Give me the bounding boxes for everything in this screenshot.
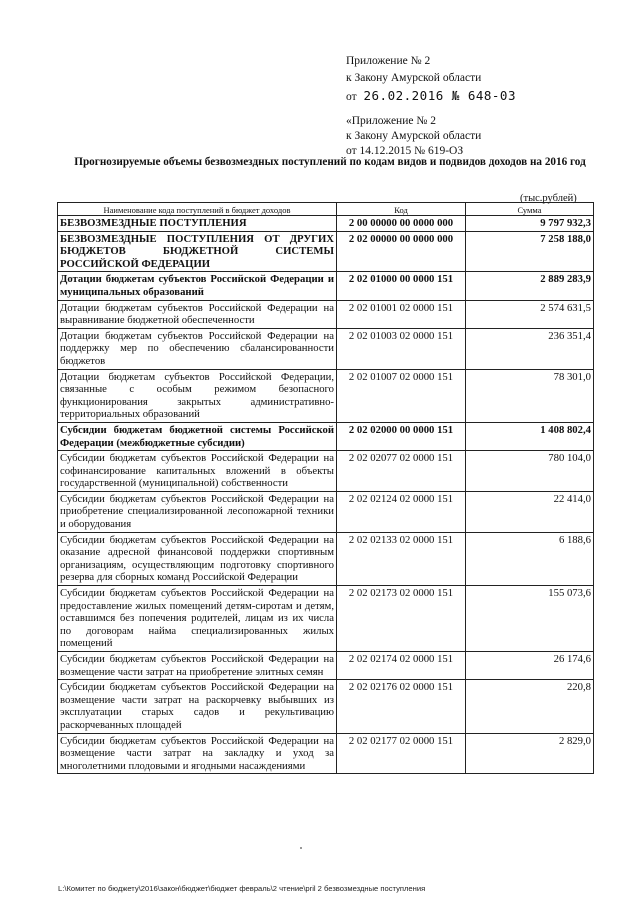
code-cell: 2 02 02173 02 0000 151 <box>337 586 466 652</box>
code-cell: 2 02 02000 00 0000 151 <box>337 422 466 450</box>
appendix-law: к Закону Амурской области <box>346 72 482 84</box>
name-cell: Дотации бюджетам субъектов Российской Федерации, связанные с особым режимом безопасного функционирования закрытых административно-территориальных образований <box>58 369 337 422</box>
table-row <box>58 491 594 532</box>
name-cell: Субсидии бюджетам субъектов Российской Федерации на возмещение части затрат на приобретение элитных семян <box>58 652 337 680</box>
old-appendix-number: «Приложение № 2 <box>346 115 436 127</box>
table-body <box>58 216 594 774</box>
code-cell: 2 02 02077 02 0000 151 <box>337 451 466 492</box>
table-row <box>58 680 594 733</box>
appendix-new-date: 26.02.2016 № 648-03 <box>363 88 516 103</box>
document-title: Прогнозируемые объемы безвозмездных поступлений по кодам видов и подвидов доходов на 2016 год <box>74 156 586 168</box>
code-cell: 2 02 00000 00 0000 000 <box>337 231 466 272</box>
code-cell: 2 02 02124 02 0000 151 <box>337 491 466 532</box>
name-cell: Субсидии бюджетам субъектов Российской Федерации на предоставление жилых помещений детям-сиротам и детям, оставшимся без попечения родителей, лицам из их числа по договорам найма специализированных жилых помещений <box>58 586 337 652</box>
units-label: (тыс.рублей) <box>520 193 577 204</box>
amount-cell: 2 574 631,5 <box>466 300 594 328</box>
table-row <box>58 231 594 272</box>
table-row <box>58 532 594 585</box>
code-cell: 2 02 01007 02 0000 151 <box>337 369 466 422</box>
appendix-from-label: от <box>346 91 357 103</box>
amount-cell: 7 258 188,0 <box>466 231 594 272</box>
amount-cell: 78 301,0 <box>466 369 594 422</box>
amount-cell: 6 188,6 <box>466 532 594 585</box>
amount-cell: 22 414,0 <box>466 491 594 532</box>
code-cell: 2 02 02133 02 0000 151 <box>337 532 466 585</box>
name-cell: Дотации бюджетам субъектов Российской Федерации и муниципальных образований <box>58 272 337 300</box>
name-cell: БЕЗВОЗМЕЗДНЫЕ ПОСТУПЛЕНИЯ <box>58 216 337 232</box>
name-cell: Субсидии бюджетам субъектов Российской Федерации на оказание адресной финансовой поддержки спортивным организациям, осуществляющим подготовку спортивного резерва для сборных команд Российской Федерации <box>58 532 337 585</box>
table-row <box>58 451 594 492</box>
table-row <box>58 652 594 680</box>
name-cell: Дотации бюджетам субъектов Российской Федерации на поддержку мер по обеспечению сбалансированности бюджетов <box>58 328 337 369</box>
code-cell: 2 02 01000 00 0000 151 <box>337 272 466 300</box>
code-cell: 2 02 01003 02 0000 151 <box>337 328 466 369</box>
old-appendix-date: от 14.12.2015 № 619-ОЗ <box>346 145 464 157</box>
amount-cell: 2 889 283,9 <box>466 272 594 300</box>
name-cell: Дотации бюджетам субъектов Российской Федерации на выравнивание бюджетной обеспеченности <box>58 300 337 328</box>
revenue-table <box>57 202 594 774</box>
table-row <box>58 422 594 450</box>
amount-cell: 9 797 932,3 <box>466 216 594 232</box>
name-cell: БЕЗВОЗМЕЗДНЫЕ ПОСТУПЛЕНИЯ ОТ ДРУГИХ БЮДЖЕТОВ БЮДЖЕТНОЙ СИСТЕМЫ РОССИЙСКОЙ ФЕДЕРАЦИИ <box>58 231 337 272</box>
table-row <box>58 272 594 300</box>
amount-cell: 26 174,6 <box>466 652 594 680</box>
name-cell: Субсидии бюджетам субъектов Российской Федерации на софинансирование капитальных вложений в объекты государственной (муниципальной) собственности <box>58 451 337 492</box>
code-cell: 2 02 02176 02 0000 151 <box>337 680 466 733</box>
amount-cell: 780 104,0 <box>466 451 594 492</box>
amount-cell: 236 351,4 <box>466 328 594 369</box>
table-row <box>58 328 594 369</box>
header-sum: Сумма <box>466 203 594 216</box>
header-name: Наименование кода поступлений в бюджет доходов <box>58 203 337 216</box>
scan-speck <box>300 847 302 849</box>
name-cell: Субсидии бюджетам субъектов Российской Федерации на возмещение части затрат на закладку и уход за многолетними плодовыми и ягодными насаждениями <box>58 733 337 774</box>
table-header-row <box>58 203 594 216</box>
table-row <box>58 300 594 328</box>
amount-cell: 1 408 802,4 <box>466 422 594 450</box>
amount-cell: 2 829,0 <box>466 733 594 774</box>
name-cell: Субсидии бюджетам субъектов Российской Федерации на приобретение специализированной лесопожарной техники и оборудования <box>58 491 337 532</box>
table-row <box>58 586 594 652</box>
table-row <box>58 369 594 422</box>
appendix-date-line <box>346 89 516 104</box>
table-row <box>58 216 594 232</box>
old-appendix-law: к Закону Амурской области <box>346 130 482 142</box>
name-cell: Субсидии бюджетам субъектов Российской Федерации на возмещение части затрат на раскорчевку выбывших из эксплуатации старых садов и рекультивацию раскорчеванных площадей <box>58 680 337 733</box>
code-cell: 2 02 02174 02 0000 151 <box>337 652 466 680</box>
table-row <box>58 733 594 774</box>
name-cell: Субсидии бюджетам бюджетной системы Российской Федерации (межбюджетные субсидии) <box>58 422 337 450</box>
appendix-header <box>346 55 516 158</box>
file-path-footer: L:\Комитет по бюджету\2016\закон\бюджет\бюджет февраль\2 чтение\pril 2 безвозмездные поступления <box>58 884 426 893</box>
amount-cell: 220,8 <box>466 680 594 733</box>
header-code: Код <box>337 203 466 216</box>
code-cell: 2 00 00000 00 0000 000 <box>337 216 466 232</box>
code-cell: 2 02 01001 02 0000 151 <box>337 300 466 328</box>
appendix-number: Приложение № 2 <box>346 55 431 67</box>
code-cell: 2 02 02177 02 0000 151 <box>337 733 466 774</box>
amount-cell: 155 073,6 <box>466 586 594 652</box>
